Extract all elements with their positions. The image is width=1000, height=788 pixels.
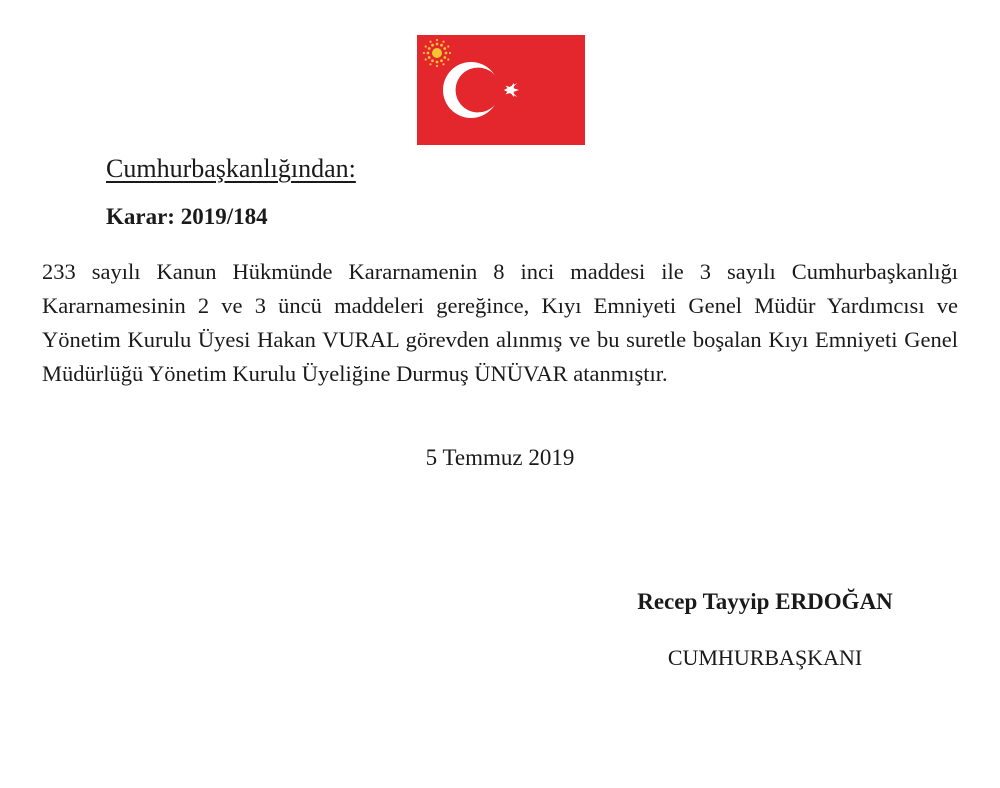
- decision-body: 233 sayılı Kanun Hükmünde Kararnamenin 8 inci maddesi ile 3 sayılı Cumhurbaşkanlığı Kararnamesinin 2 ve 3 üncü maddeleri gereğince, Kıyı Emniyeti Genel Müdür Yardımcısı ve Yönetim Kurulu Üyesi Hakan VURAL görevden alınmış ve bu suretle boşalan Kıyı Emniyeti Genel Müdürlüğü Yönetim Kurulu Üyeliğine Durmuş ÜNÜVAR atanmıştır.: [42, 259, 958, 386]
- signatory-name: Recep Tayyip ERDOĞAN: [637, 589, 893, 614]
- turkish-flag-icon: [417, 35, 585, 145]
- decision-date: 5 Temmuz 2019: [425, 445, 575, 470]
- flag-emblem: [417, 35, 585, 145]
- issuer-heading: [106, 153, 356, 185]
- signatory-title: CUMHURBAŞKANI: [667, 645, 863, 670]
- decision-number: Karar: 2019/184: [106, 204, 268, 229]
- issuer-heading-text: Cumhurbaşkanlığından:: [106, 154, 356, 183]
